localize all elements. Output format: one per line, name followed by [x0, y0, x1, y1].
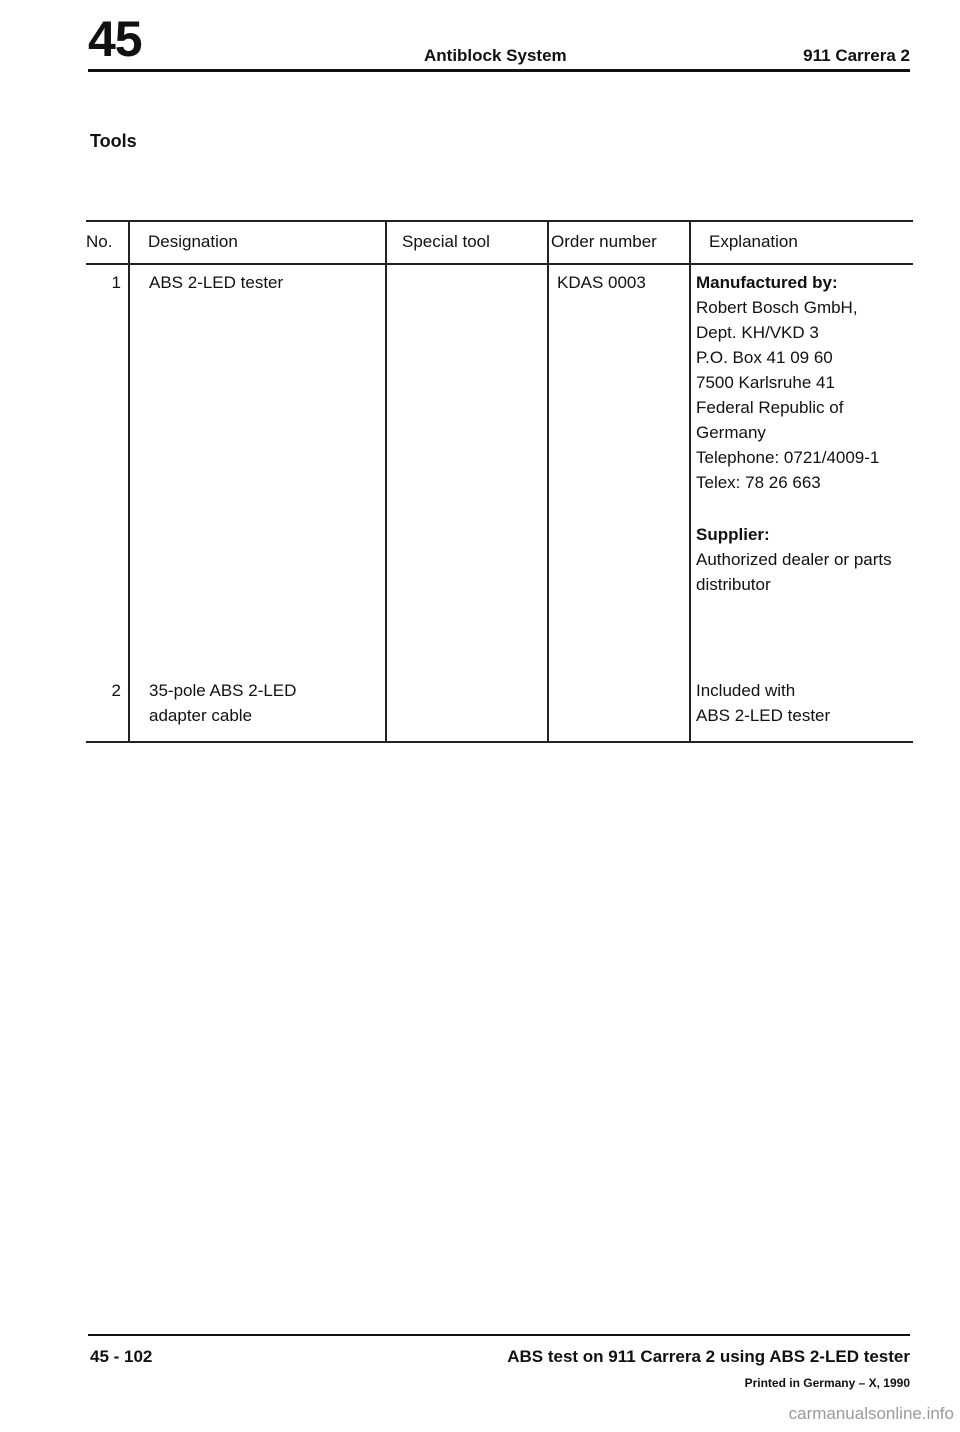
row-2-number: 2 [111, 681, 121, 700]
table-header-rule [86, 263, 913, 265]
row-1-explanation-line: distributor [696, 575, 771, 594]
row-1-order-number: KDAS 0003 [557, 273, 646, 292]
column-header-order-number: Order number [551, 232, 657, 251]
row-2-explanation-line: Included with [696, 681, 796, 700]
column-header-explanation: Explanation [709, 232, 798, 251]
row-1-explanation-line: Germany [696, 423, 766, 442]
column-divider [547, 220, 549, 741]
row-1-number: 1 [111, 273, 121, 292]
chapter-number: 45 [88, 11, 142, 67]
printed-note: Printed in Germany – X, 1990 [744, 1376, 910, 1390]
row-1-explanation-line: Federal Republic of [696, 398, 844, 417]
table-top-rule [86, 220, 913, 222]
column-header-designation: Designation [148, 232, 238, 251]
row-1-designation: ABS 2-LED tester [149, 273, 284, 292]
table-bottom-rule [86, 741, 913, 743]
row-1-explanation-line: Telephone: 0721/4009-1 [696, 448, 880, 467]
row-1-explanation-line: Authorized dealer or parts [696, 550, 892, 569]
row-2-explanation-line: ABS 2-LED tester [696, 706, 831, 725]
column-divider [689, 220, 691, 741]
row-1-explanation-line: P.O. Box 41 09 60 [696, 348, 833, 367]
row-1-explanation-line: 7500 Karlsruhe 41 [696, 373, 835, 392]
watermark: carmanualsonline.info [788, 1404, 954, 1423]
column-divider [385, 220, 387, 741]
footer-title: ABS test on 911 Carrera 2 using ABS 2-LED tester [507, 1347, 910, 1366]
header-title: Antiblock System [424, 46, 567, 65]
row-2-designation: adapter cable [149, 706, 253, 725]
page-number: 45 - 102 [90, 1347, 153, 1366]
footer-rule [88, 1334, 910, 1336]
column-divider [128, 220, 130, 741]
header-rule [88, 69, 910, 72]
column-header-special-tool: Special tool [402, 232, 490, 251]
row-1-explanation-line: Telex: 78 26 663 [696, 473, 821, 492]
row-1-manufacturer-heading: Manufactured by: [696, 273, 838, 292]
row-2-designation: 35-pole ABS 2-LED [149, 681, 297, 700]
row-1-supplier-heading: Supplier: [696, 525, 770, 544]
column-header-no: No. [86, 232, 113, 251]
row-1-explanation-line: Robert Bosch GmbH, [696, 298, 858, 317]
row-1-explanation-line: Dept. KH/VKD 3 [696, 323, 819, 342]
section-title: Tools [90, 131, 137, 151]
header-model: 911 Carrera 2 [803, 46, 910, 65]
